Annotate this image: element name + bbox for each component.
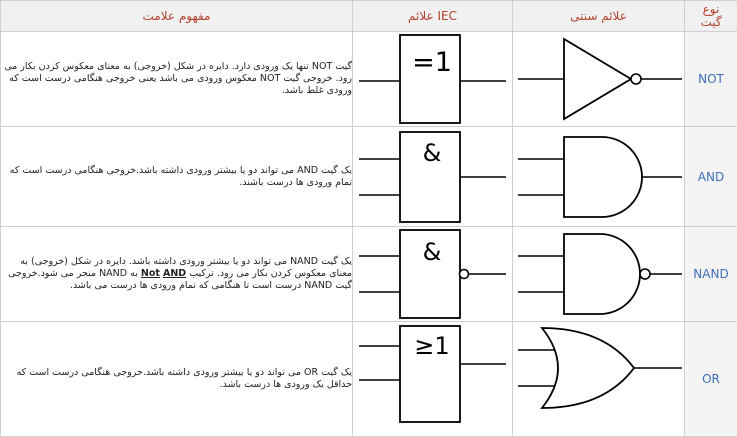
- or-iec-label: ≥1: [414, 332, 449, 360]
- header-gate-type: نوع گیت: [685, 1, 737, 32]
- or-gate-icon: [514, 322, 684, 430]
- nand-iec-icon: [354, 228, 512, 320]
- nand-description-part-a: یک گیت NAND می تواند دو یا بیشتر ورودی داشته باشد. دایره در شکل (خروجی) به معنای معکوس کردن بکار می رود. ترکیب: [20, 256, 352, 279]
- or-description: یک گیت OR می تواند دو یا بیشتر ورودی داشته باشد.خروجی هنگامی درست است که حداقل یک ورودی ها درست باشد.: [1, 322, 353, 437]
- not-description: گیت NOT تنها یک ورودی دارد. دایره در شکل (خروجی) به معنای معکوس کردن بکار می رود. خروجی گیت NOT معکوس ورودی می باشد یعنی خروجی هنگامی درست است که ورودی غلط باشد.: [1, 32, 353, 127]
- nand-description-part-b: به NAND منجر می شود.خروجی گیت NAND درست است تا هنگامی که تمام ورودی ها درست می باشد.: [8, 268, 352, 291]
- and-gate-name: AND: [685, 127, 737, 227]
- nand-traditional-symbol: [513, 227, 685, 322]
- nand-description-not: Not: [141, 268, 160, 279]
- not-iec-icon: [354, 33, 512, 125]
- header-iec: علائم IEC: [353, 1, 513, 32]
- nand-gate-icon: [514, 228, 684, 320]
- nand-iec-label: &: [422, 238, 441, 266]
- table-row-nand: [1, 227, 737, 322]
- not-iec-symbol: [353, 32, 513, 127]
- nand-description: [1, 227, 353, 322]
- or-traditional-symbol: [513, 322, 685, 437]
- and-traditional-symbol: [513, 127, 685, 227]
- table-row-or: [1, 322, 737, 437]
- and-description: یک گیت AND می تواند دو یا بیشتر ورودی داشته باشد.خروجی هنگامی درست است که تمام ورودی ها درست باشند.: [1, 127, 353, 227]
- nand-gate-name: NAND: [685, 227, 737, 322]
- not-traditional-symbol: [513, 32, 685, 127]
- nand-description-and: AND: [163, 268, 186, 279]
- table-row-not: [1, 32, 737, 127]
- header-row: [1, 1, 737, 32]
- and-iec-icon: [354, 129, 512, 225]
- or-iec-icon: [354, 322, 512, 430]
- not-gate-name: NOT: [685, 32, 737, 127]
- nand-iec-symbol: [353, 227, 513, 322]
- and-iec-label: &: [422, 139, 441, 167]
- not-iec-label: =1: [412, 47, 452, 78]
- and-gate-icon: [514, 129, 684, 225]
- and-iec-symbol: [353, 127, 513, 227]
- table-row-and: [1, 127, 737, 227]
- header-traditional: علائم سنتی: [513, 1, 685, 32]
- or-iec-symbol: [353, 322, 513, 437]
- or-gate-name: OR: [685, 322, 737, 437]
- header-meaning: مفهوم علامت: [1, 1, 353, 32]
- not-gate-icon: [514, 33, 684, 125]
